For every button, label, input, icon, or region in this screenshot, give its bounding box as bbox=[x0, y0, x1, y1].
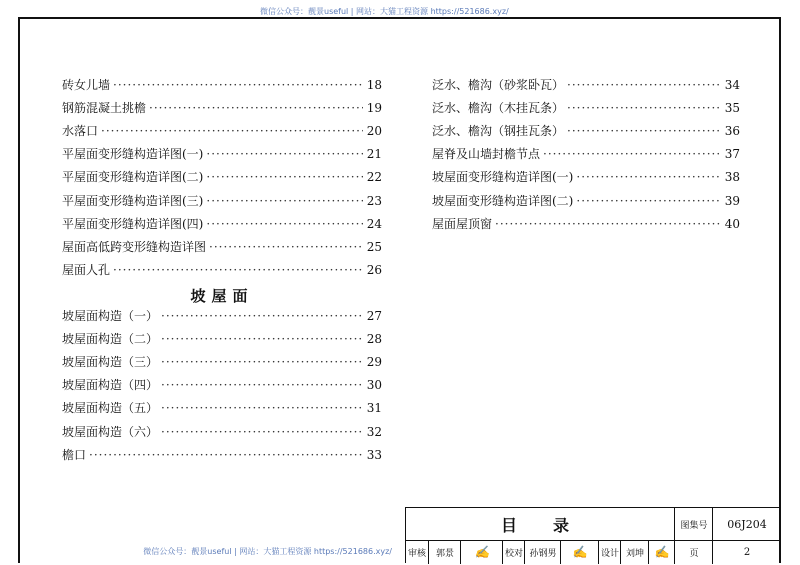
toc-entry-title: 屋面高低跨变形缝构造详图 bbox=[62, 239, 207, 254]
toc-entry-page: 37 bbox=[724, 147, 740, 162]
toc-entry-page: 26 bbox=[366, 262, 382, 277]
toc-entry-title: 钢筋混凝土挑檐 bbox=[62, 101, 147, 116]
section-heading: 坡屋面 bbox=[190, 287, 254, 305]
title-block bbox=[405, 507, 781, 563]
toc-entry-page: 21 bbox=[366, 147, 382, 162]
check-label: 校对 bbox=[502, 540, 525, 564]
toc-entry bbox=[62, 262, 382, 278]
toc-entry-title: 泛水、檐沟（钢挂瓦条） bbox=[432, 124, 565, 139]
toc-entry-title: 坡屋面构造（四） bbox=[62, 378, 159, 393]
toc-entry bbox=[432, 216, 740, 232]
toc-entry-title: 坡屋面构造（二） bbox=[62, 332, 159, 347]
leader-dots bbox=[209, 239, 363, 255]
toc-entry bbox=[62, 331, 382, 347]
reviewer: 郭景 bbox=[428, 540, 461, 564]
toc-entry-title: 平屋面变形缝构造详图(一) bbox=[62, 147, 204, 162]
toc-entry bbox=[62, 354, 382, 370]
page-label: 页 bbox=[674, 540, 713, 564]
toc-entry-page: 28 bbox=[366, 332, 382, 347]
toc-entry bbox=[432, 146, 740, 162]
toc-entry-page: 29 bbox=[366, 355, 382, 370]
toc-entry-title: 坡屋面构造（六） bbox=[62, 424, 159, 439]
toc-entry bbox=[432, 77, 740, 93]
toc-entry-title: 泛水、檐沟（砂浆卧瓦） bbox=[432, 78, 565, 92]
checker-signature: ✍ bbox=[560, 540, 599, 564]
leader-dots bbox=[161, 424, 363, 440]
toc-entry-title: 屋脊及山墙封檐节点 bbox=[432, 147, 541, 162]
leader-dots bbox=[101, 123, 363, 139]
toc-entry-page: 22 bbox=[366, 170, 382, 185]
toc-entry-page: 31 bbox=[366, 401, 382, 416]
atlas-number: 06J204 bbox=[712, 508, 781, 541]
leader-dots bbox=[543, 146, 721, 162]
leader-dots bbox=[567, 123, 721, 139]
leader-dots bbox=[206, 216, 363, 232]
toc-entry-page: 19 bbox=[366, 101, 382, 116]
toc-entry-title: 坡屋面构造（五） bbox=[62, 401, 159, 416]
toc-entry bbox=[432, 193, 740, 209]
leader-dots bbox=[161, 308, 363, 324]
leader-dots bbox=[161, 331, 363, 347]
toc-entry-page: 34 bbox=[724, 78, 740, 92]
toc-entry-page: 39 bbox=[724, 193, 740, 208]
toc-entry-page: 33 bbox=[366, 447, 382, 462]
toc-entry-title: 泛水、檐沟（木挂瓦条） bbox=[432, 101, 565, 116]
leader-dots bbox=[567, 100, 721, 116]
toc-entry-title: 屋面屋顶窗 bbox=[432, 216, 493, 231]
toc-entry-title: 砖女儿墙 bbox=[62, 78, 111, 92]
leader-dots bbox=[149, 100, 363, 116]
toc-entry-page: 32 bbox=[366, 424, 382, 439]
leader-dots bbox=[161, 354, 363, 370]
leader-dots bbox=[206, 146, 363, 162]
toc-entry-page: 20 bbox=[366, 124, 382, 139]
toc-entry-title: 坡屋面构造（三） bbox=[62, 355, 159, 370]
reviewer-signature: ✍ bbox=[460, 540, 503, 564]
toc-entry bbox=[62, 424, 382, 440]
toc-entry-page: 40 bbox=[724, 216, 740, 231]
review-label: 审核 bbox=[407, 548, 426, 559]
toc-entry bbox=[62, 100, 382, 116]
toc-entry bbox=[432, 169, 740, 185]
atlas-label: 图集号 bbox=[674, 508, 713, 541]
toc-entry bbox=[62, 146, 382, 162]
toc-entry-page: 27 bbox=[366, 309, 382, 323]
toc-entry-page: 23 bbox=[366, 193, 382, 208]
toc-entry-title: 坡屋面变形缝构造详图(一) bbox=[432, 170, 574, 185]
sheet-title: 目 录 bbox=[406, 508, 674, 541]
toc-entry bbox=[62, 400, 382, 416]
toc-entry-page: 30 bbox=[366, 378, 382, 393]
toc-entry bbox=[62, 169, 382, 185]
leader-dots bbox=[576, 169, 721, 185]
watermark-bottom: 微信公众号：靓景useful | 网站：大猫工程资源 https://521686.xyz/ bbox=[143, 547, 392, 556]
leader-dots bbox=[576, 193, 721, 209]
leader-dots bbox=[567, 77, 721, 93]
toc-entry bbox=[62, 308, 382, 324]
toc-entry-page: 18 bbox=[366, 78, 382, 92]
leader-dots bbox=[113, 262, 363, 278]
leader-dots bbox=[161, 400, 363, 416]
toc-entry-page: 24 bbox=[366, 216, 382, 231]
design-label: 设计 bbox=[598, 540, 621, 564]
leader-dots bbox=[206, 193, 363, 209]
leader-dots bbox=[89, 447, 363, 463]
toc-entry bbox=[62, 216, 382, 232]
toc-entry-title: 屋面人孔 bbox=[62, 262, 111, 277]
toc-entry-page: 25 bbox=[366, 239, 382, 254]
toc-entry-title: 檐口 bbox=[62, 447, 87, 462]
leader-dots bbox=[495, 216, 721, 232]
toc-entry bbox=[432, 100, 740, 116]
toc-entry-title: 平屋面变形缝构造详图(二) bbox=[62, 170, 204, 185]
toc-entry-page: 38 bbox=[724, 170, 740, 185]
toc-entry bbox=[62, 377, 382, 393]
toc-entry bbox=[62, 77, 382, 93]
designer: 刘坤 bbox=[620, 540, 649, 564]
leader-dots bbox=[113, 77, 363, 93]
toc-entry bbox=[432, 123, 740, 139]
leader-dots bbox=[161, 377, 363, 393]
toc-entry-page: 35 bbox=[724, 101, 740, 116]
toc-entry-title: 坡屋面变形缝构造详图(二) bbox=[432, 193, 574, 208]
designer-signature: ✍ bbox=[648, 540, 675, 564]
toc-entry-page: 36 bbox=[724, 124, 740, 139]
watermark-top: 微信公众号：靓景useful | 网站：大猫工程资源 https://521686.xyz/ bbox=[260, 7, 509, 16]
toc-entry-title: 水落口 bbox=[62, 124, 99, 139]
toc-entry bbox=[62, 123, 382, 139]
checker: 孙钢男 bbox=[524, 540, 561, 564]
toc-entry bbox=[62, 239, 382, 255]
leader-dots bbox=[206, 169, 363, 185]
toc-entry-title: 坡屋面构造（一） bbox=[62, 309, 159, 323]
toc-entry-title: 平屋面变形缝构造详图(三) bbox=[62, 193, 204, 208]
page-number: 2 bbox=[712, 540, 781, 564]
toc-entry-title: 平屋面变形缝构造详图(四) bbox=[62, 216, 204, 231]
toc-entry bbox=[62, 193, 382, 209]
toc-entry bbox=[62, 447, 382, 463]
